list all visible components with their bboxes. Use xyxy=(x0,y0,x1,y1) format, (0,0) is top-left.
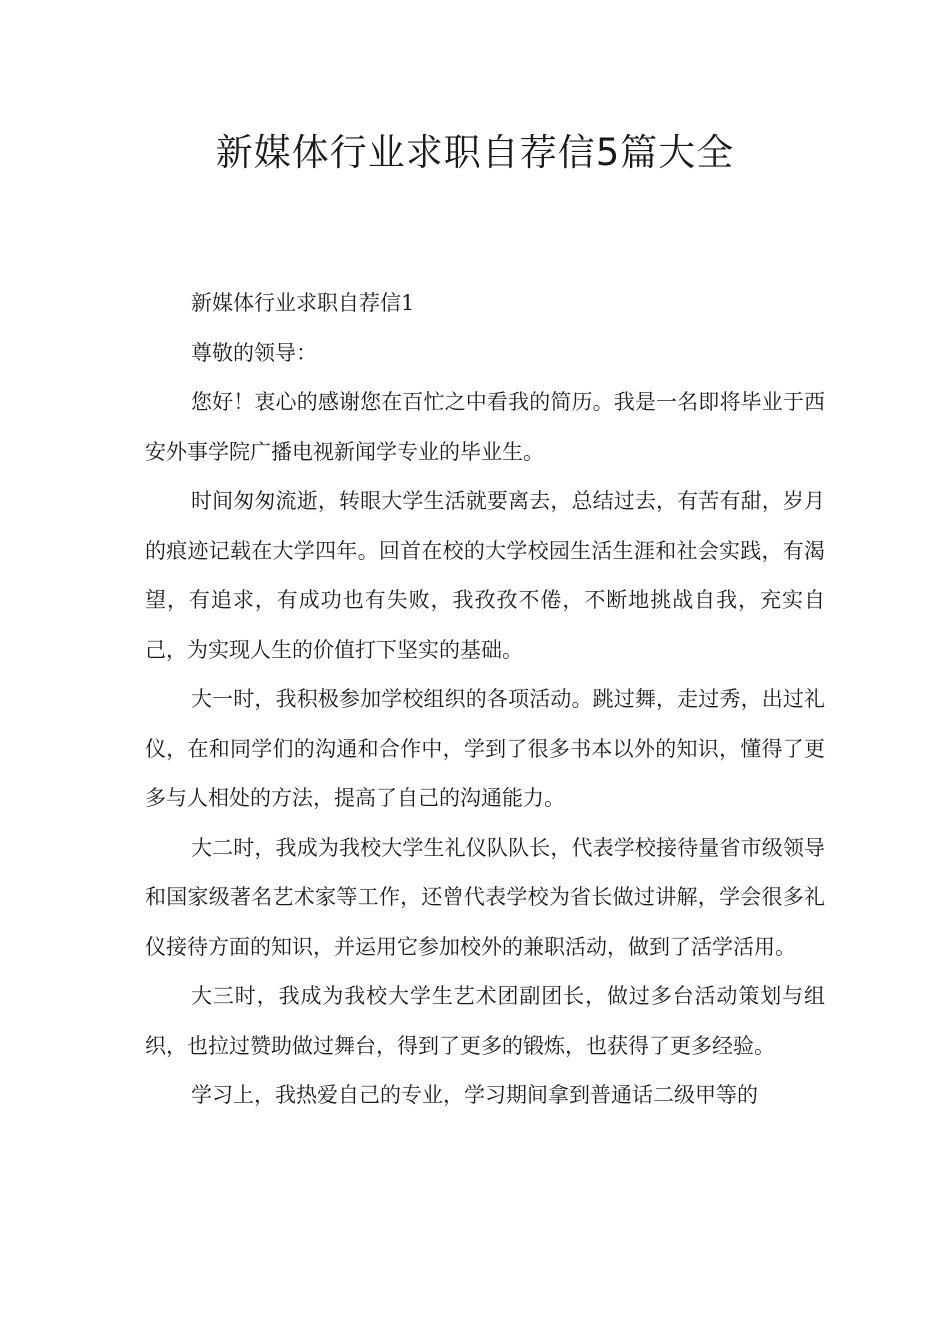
salutation: 尊敬的领导： xyxy=(191,340,317,365)
document-body xyxy=(145,279,825,1121)
paragraph: 大二时，我成为我校大学生礼仪队队长，代表学校接待量省市级领导和国家级著名艺术家等工作，还曾代表学校为省长做过讲解，学会很多礼仪接待方面的知识，并运用它参加校外的兼职活动，做到了活学活用。 xyxy=(145,835,825,959)
paragraph: 大一时，我积极参加学校组织的各项活动。跳过舞，走过秀，出过礼仪，在和同学们的沟通和合作中，学到了很多书本以外的知识，懂得了更多与人相处的方法，提高了自己的沟通能力。 xyxy=(145,687,825,810)
paragraph: 学习上，我热爱自己的专业，学习期间拿到普通话二级甲等的 xyxy=(191,1083,758,1107)
section-heading: 新媒体行业求职自荐信1 xyxy=(191,291,415,315)
paragraph: 您好！衷心的感谢您在百忙之中看我的简历。我是一名即将毕业于西安外事学院广播电视新闻学专业的毕业生。 xyxy=(145,390,825,464)
paragraph: 大三时，我成为我校大学生艺术团副团长，做过多台活动策划与组织，也拉过赞助做过舞台，得到了更多的锻炼，也获得了更多经验。 xyxy=(145,984,825,1058)
paragraph: 时间匆匆流逝，转眼大学生活就要离去，总结过去，有苦有甜，岁月的痕迹记载在大学四年。回首在校的大学校园生活生涯和社会实践，有渴望，有追求，有成功也有失败，我孜孜不倦，不断地挑战自我，充实自己，为实现人生的价值打下坚实的基础。 xyxy=(145,489,825,662)
document-title: 新媒体行业求职自荐信5篇大全 xyxy=(215,131,735,174)
